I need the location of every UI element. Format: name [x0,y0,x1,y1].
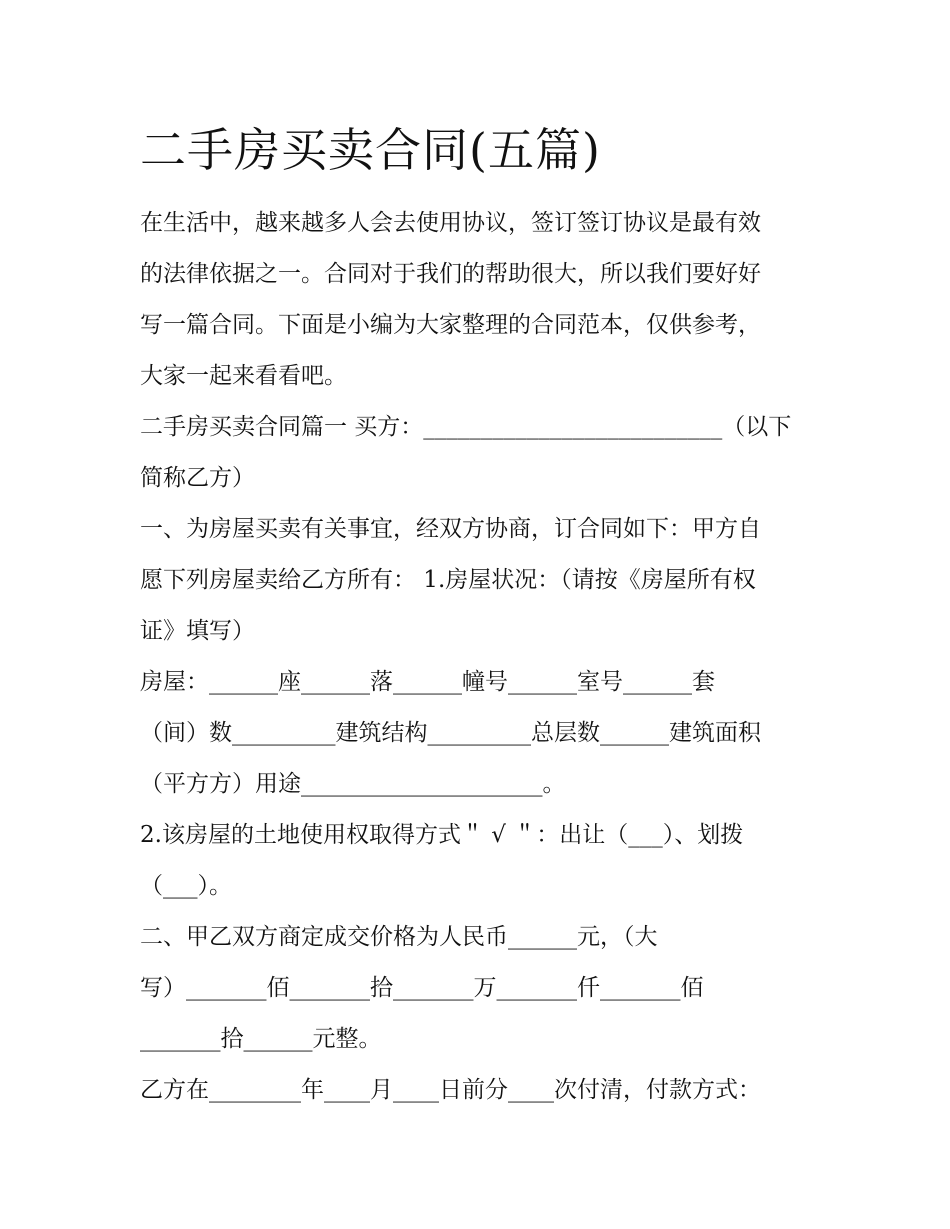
text-line: _______拾______元整。 [140,1026,382,1052]
clause-two-paragraph [140,912,820,1065]
text-line: 二、甲乙双方商定成交价格为人民币______元，（大 [140,924,658,950]
house-details-paragraph [140,657,820,810]
land-use-paragraph [140,810,820,912]
text-line: （平方方）用途_____________________。 [140,771,566,797]
text-line: （___）。 [140,873,232,899]
text-line: 愿下列房屋卖给乙方所有： 1.房屋状况：（请按《房屋所有权 [140,567,756,593]
text-line: 乙方在________年____月____日前分____次付清，付款方式： [140,1077,761,1103]
text-line: （间）数_________建筑结构_________总层数______建筑面积 [140,720,761,746]
text-line: 证》填写） [140,618,255,644]
buyer-paragraph [140,402,820,504]
text-line: 大家一起来看看吧。 [140,363,347,389]
clause-one-paragraph [140,504,820,657]
text-line: 简称乙方） [140,465,255,491]
text-line: 写）_______佰_______拾_______万_______仟_______佰 [140,975,704,1001]
document-page [140,118,820,1116]
text-line: 二手房买卖合同篇一 买方：__________________________（以下 [140,414,792,440]
intro-paragraph [140,198,820,402]
text-line: 2.该房屋的土地使用权取得方式＂ √ ＂：出让（___）、划拨 [140,822,744,848]
text-line: 在生活中，越来越多人会去使用协议，签订签订协议是最有效 [140,210,761,236]
text-line: 房屋：______座______落______幢号______室号______套 [140,669,715,695]
text-line: 一、为房屋买卖有关事宜，经双方协商，订合同如下：甲方自 [140,516,761,542]
text-line: 写一篇合同。下面是小编为大家整理的合同范本，仅供参考， [140,312,761,338]
document-title: 二手房买卖合同(五篇) [140,123,601,177]
payment-paragraph [140,1065,820,1116]
text-line: 的法律依据之一。合同对于我们的帮助很大，所以我们要好好 [140,261,761,287]
